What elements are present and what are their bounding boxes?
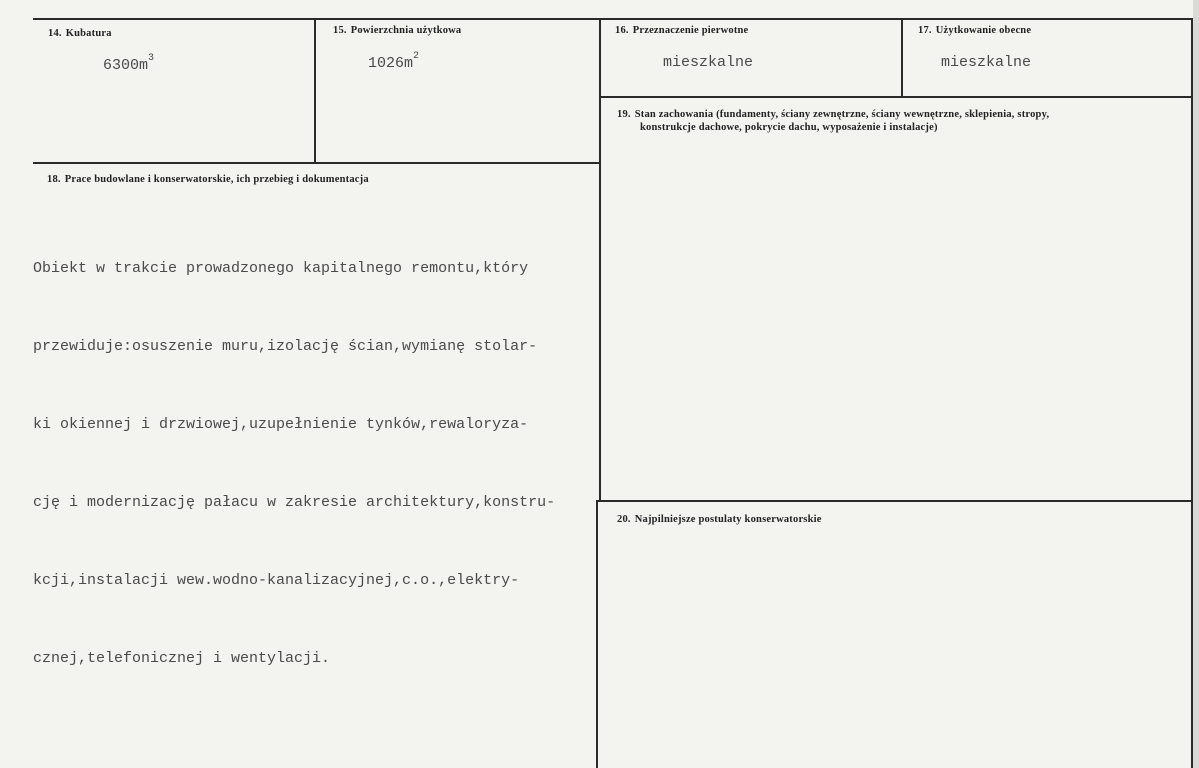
field-20-label [617, 514, 822, 525]
field-18-label [47, 174, 369, 185]
field-16-number: 16. [615, 25, 629, 36]
prace-line-6: cznej,telefonicznej i wentylacji. [33, 650, 331, 667]
field-17-title: Użytkowanie obecne [935, 25, 1032, 36]
field-17-value: mieszkalne [941, 54, 1032, 71]
field-17-label [918, 25, 1031, 36]
divider-14-15 [314, 19, 316, 163]
field-14-label [48, 28, 112, 39]
field-19-label-line2: konstrukcje dachowe, pokrycie dachu, wyposażenie i instalacje) [640, 122, 938, 133]
prace-line-5: kcji,instalacji wew.wodno-kanalizacyjnej,c.o.,elektry- [33, 572, 520, 589]
field-15-title: Powierzchnia użytkowa [350, 25, 462, 36]
field-14-title: Kubatura [65, 28, 112, 39]
field-17-number: 17. [918, 25, 932, 36]
field-14-number: 14. [48, 28, 62, 39]
field-19-label [617, 108, 1049, 122]
kubatura-value: 6300m [103, 57, 149, 74]
rule-below-16-17 [600, 96, 1193, 98]
kubatura-unit-exponent: 3 [148, 53, 155, 64]
field-16-label [615, 25, 748, 36]
field-18-number: 18. [47, 174, 61, 185]
prace-line-4: cję i modernizację pałacu w zakresie architektury,konstru- [33, 494, 556, 511]
field-18-typed-text [33, 204, 653, 724]
field-15-value [368, 51, 420, 72]
field-20-title: Najpilniejsze postulaty konserwatorskie [634, 514, 822, 525]
rule-above-18 [33, 162, 600, 164]
rule-above-20 [597, 500, 1193, 502]
prace-line-2: przewiduje:osuszenie muru,izolację ścian,wymianę stolar- [33, 338, 538, 355]
field-15-label [333, 25, 461, 36]
field-19-number: 19. [617, 109, 631, 120]
field-18-title: Prace budowlane i konserwatorskie, ich przebieg i dokumentacja [64, 174, 369, 185]
prace-line-3: ki okiennej i drzwiowej,uzupełnienie tynków,rewaloryza- [33, 416, 529, 433]
field-20-number: 20. [617, 514, 631, 525]
divider-16-17 [901, 19, 903, 97]
field-14-value [103, 53, 155, 74]
top-border [33, 18, 1193, 20]
field-16-title: Przeznaczenie pierwotne [632, 25, 749, 36]
field-19-title-line1: Stan zachowania (fundamenty, ściany zewnętrzne, ściany wewnętrzne, sklepienia, stropy, [634, 109, 1050, 120]
scan-edge [1193, 0, 1199, 768]
field-15-number: 15. [333, 25, 347, 36]
prace-line-1: Obiekt w trakcie prowadzonego kapitalnego remontu,który [33, 260, 529, 277]
powierzchnia-value: 1026m [368, 55, 414, 72]
field-16-value: mieszkalne [663, 54, 754, 71]
powierzchnia-unit-exponent: 2 [413, 51, 420, 62]
